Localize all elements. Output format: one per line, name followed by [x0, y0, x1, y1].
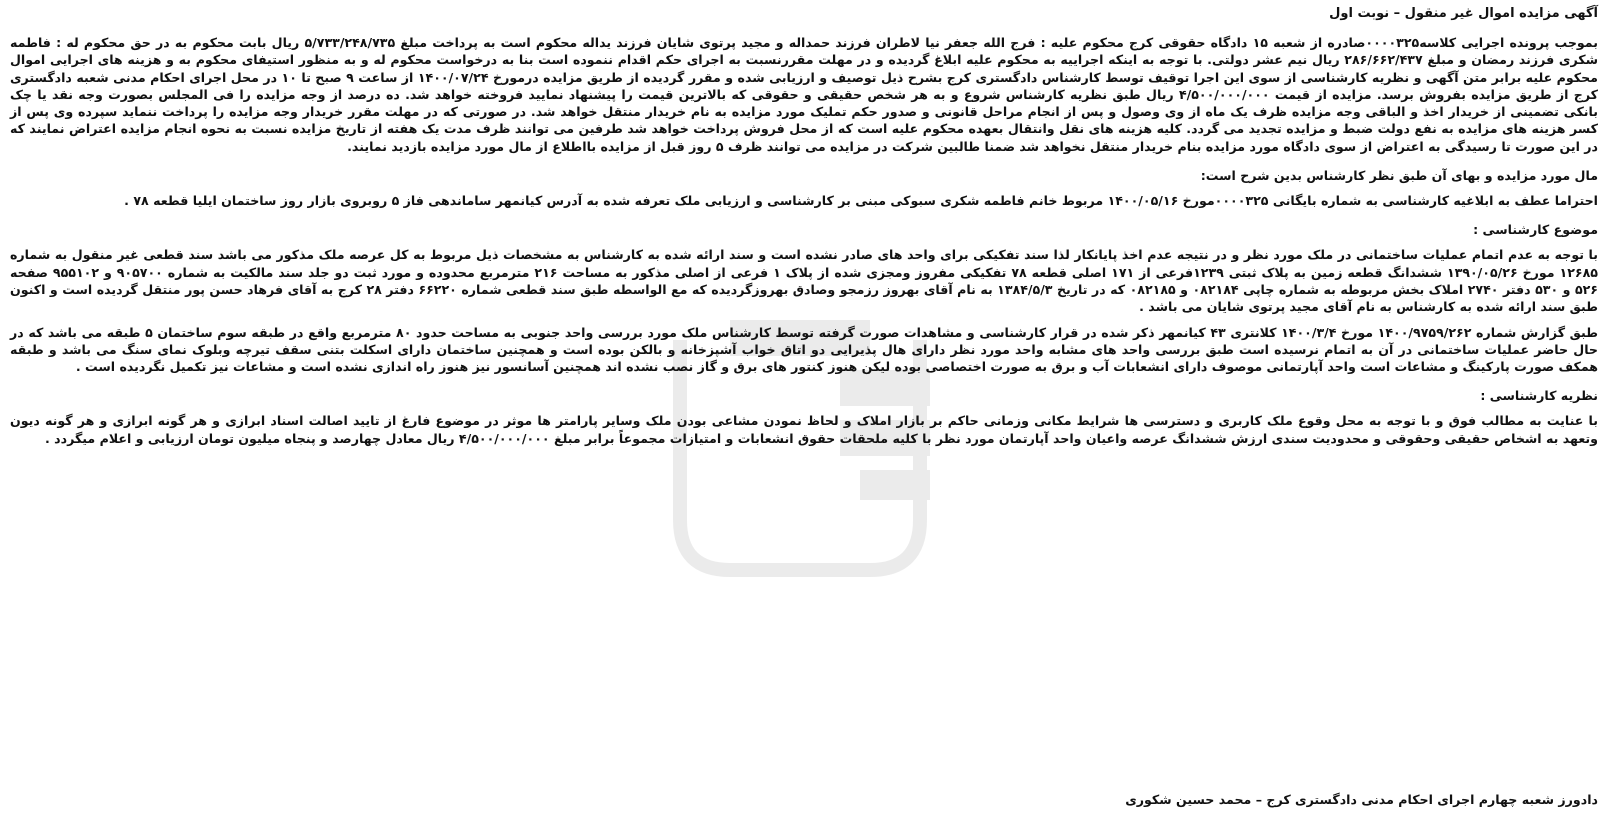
- subject-report: طبق گزارش شماره ۱۴۰۰/۹۷۵۹/۲۶۲ مورخ ۱۴۰۰/۳/۴ کلانتری ۴۳ کیانمهر ذکر شده در قرار کارشناسی و مشاهدات صورت گرفته توسط کارشناس ملک مورد بررسی واحد جنوبی به مساحت حدود ۸۰ مترمربع واقع در طبقه سوم ساختمان ۵ طبقه می باشد که در حال حاضر عملیات ساختمانی در آن به اتمام نرسیده است طبق بررسی واحد های مشابه واحد مورد نظر دارای هال پذیرایی دو اتاق خواب آشپزخانه و بالکن بوده است و همچنین ساختمان دارای اسکلت بتنی سقف تیرچه وبلوک نمای سنگ می باشد و طبقه همکف صورت پارکینگ و مشاعات است واحد آپارتمانی موصوف دارای انشعابات آب و برق به صورت اختصاصی بوده لیکن هنوز کنتور های برق و گاز نصب نشده اند همچنین آسانسور نیز هنوز راه اندازی نشده است و مشاعات نیز تکمیل نگردیده است .: [10, 324, 1598, 375]
- opinion-heading: نظریه کارشناسی :: [1480, 388, 1598, 404]
- signature: دادورز شعبه چهارم اجرای احکام مدنی دادگستری کرج – محمد حسین شکوری: [1125, 792, 1598, 807]
- notice-intro: بموجب پرونده اجرایی کلاسه۰۰۰۰۳۲۵صادره از شعبه ۱۵ دادگاه حقوقی کرج محکوم علیه : فرج الله جعفر نیا لاطران فرزند حمداله و مجید پرتوی شایان فرزند یداله محکوم است به پرداخت مبلغ ۵/۷۳۳/۲۴۸/۷۳۵ ریال بابت محکوم به در حق محکوم له : فاطمه شکری فرزند رمضان و مبلغ ۲۸۶/۶۶۲/۴۳۷ ریال نیم عشر دولتی. با توجه به اینکه اجراییه به محکوم علیه ابلاغ گردیده و در مهلت مقررنسبت به اجرای حکم اقدام ننموده است بنا به درخواست محکوم له و به منظور استیفای محکوم به و هزینه های اجرایی اموال محکوم علیه برابر متن آگهی و نظریه کارشناسی از سوی این اجرا توقیف توسط کارشناس دادگستری کرج بشرح ذیل توصیف و ارزیابی شده و مقرر گردیده از طریق مزایده درمورخ ۱۴۰۰/۰۷/۲۴ از ساعت ۹ صبح تا ۱۰ در محل اجرای احکام مدنی شعبه دادگستری کرج از طریق مزایده بفروش برسد. مزایده از قیمت ۴/۵۰۰/۰۰۰/۰۰۰ ریال طبق نظریه کارشناس شروع و به هر شخص حقیقی و حقوقی که بالاترین قیمت را پیشنهاد نمایید فروخته خواهد شد. ده درصد از وجه مزایده را فی المجلس بصورت وجه نقد یا چک بانکی تضمینی از خریدار اخذ و الباقی وجه مزایده ظرف یک ماه از وی وصول و پس از انجام مراحل قانونی و صدور حکم تملیک مورد مزایده به نام خریدار منتقل خواهد شد. در صورتی که در مهلت مقرر خریدار وجه مزایده را پرداخت ننماید سپرده وی پس از کسر هزینه های مزایده به نفع دولت ضبط و مزایده تجدید می گردد. کلیه هزینه های نقل وانتقال بعهده محکوم علیه است که از محل فروش پرداخت خواهد شد طرفین می توانند ظرف مدت یک هفته از تاریخ مزایده نسبت به نحوه انجام مزایده اعتراض نمایند که در این صورت تا رسیدگی به اعتراض از سوی دادگاه مورد مزایده بنام خریدار منتقل نخواهد شد ضمنا طالبین شرکت در مزایده می توانند ظرف ۵ روز قبل از مزایده بااطلاع از مال مورد مزایده بازدید نمایند.: [10, 35, 1598, 154]
- opinion-text: با عنایت به مطالب فوق و با توجه به محل وقوع ملک کاربری و دسترسی ها شرایط مکانی وزمانی حاکم بر بازار املاک و لحاظ نمودن مشاعی بودن ملک وسایر پارامتر ها موثر در موضوع فارغ از تایید اصالت اسناد ابرازی و هر گونه ابرازی و هر گونه دیون وتعهد به اشخاص حقیقی وحقوقی و محدودیت سندی ارزش ششدانگ عرصه واعیان واحد آپارتمان مورد نظر با کلیه ملحقات حقوق انشعابات و امتیازات مجموعاً برابر مبلغ ۴/۵۰۰/۰۰۰/۰۰۰ ریال معادل چهارصد و پنجاه میلیون تومان ارزیابی و اعلام میگردد .: [10, 413, 1598, 446]
- property-text: احتراما عطف به ابلاغیه کارشناسی به شماره بایگانی ۰۰۰۰۳۲۵مورخ ۱۴۰۰/۰۵/۱۶ مربوط خانم فاطمه شکری سبوکی مبنی بر کارشناسی و ارزیابی ملک تعرفه شده به آدرس کیانمهر ساماندهی فاز ۵ روبروی بازار روز ساختمان ایلیا قطعه ۷۸ .: [124, 193, 1598, 209]
- property-heading: مال مورد مزایده و بهای آن طبق نظر کارشناس بدین شرح است:: [1200, 168, 1598, 184]
- notice-title: آگهی مزایده اموال غیر منقول – نوبت اول: [1329, 6, 1598, 21]
- notice-content: [10, 6, 1598, 447]
- subject-heading: موضوع کارشناسی :: [1473, 222, 1598, 238]
- subject-text: با توجه به عدم اتمام عملیات ساختمانی در ملک مورد نظر و در نتیجه عدم اخذ پایانکار لذا سند تفکیکی برای واحد های صادر نشده است و سند ارائه شده به کارشناس به مشخصات ذیل مربوط به کل عرصه ملک مذکور می باشد سند قطعی غیر منقول به شماره ۱۲۶۸۵ مورخ ۱۳۹۰/۰۵/۲۶ ششدانگ قطعه زمین به پلاک ثبتی ۱۲۳۹فرعی از ۱۷۱ اصلی قطعه ۷۸ تفکیکی مفروز ومجزی شده از پلاک ۱ فرعی از اصلی مذکور به مساحت ۲۱۶ مترمربع محدوده و مورد ثبت دو جلد سند مالکیت به شماره ۹۰۵۷۰۰ و ۹۵۵۱۰۲ صفحه ۵۲۶ و ۵۳۰ دفتر ۲۷۴۰ املاک بخش مربوطه به شماره چاپی ۰۸۲۱۸۴ و ۰۸۲۱۸۵ که در تاریخ ۱۳۸۴/۵/۳ به نام آقای بهروز رزمجو وصادق بهروزگردیده که مع الواسطه طبق سند قطعی شماره ۶۶۲۲۰ دفتر ۲۸ کرج به آقای فرهاد حسن پور منتقل گردیده است و اکنون طبق سند ارائه شده به کارشناس به نام آقای مجید پرتوی شایان می باشد .: [10, 247, 1598, 315]
